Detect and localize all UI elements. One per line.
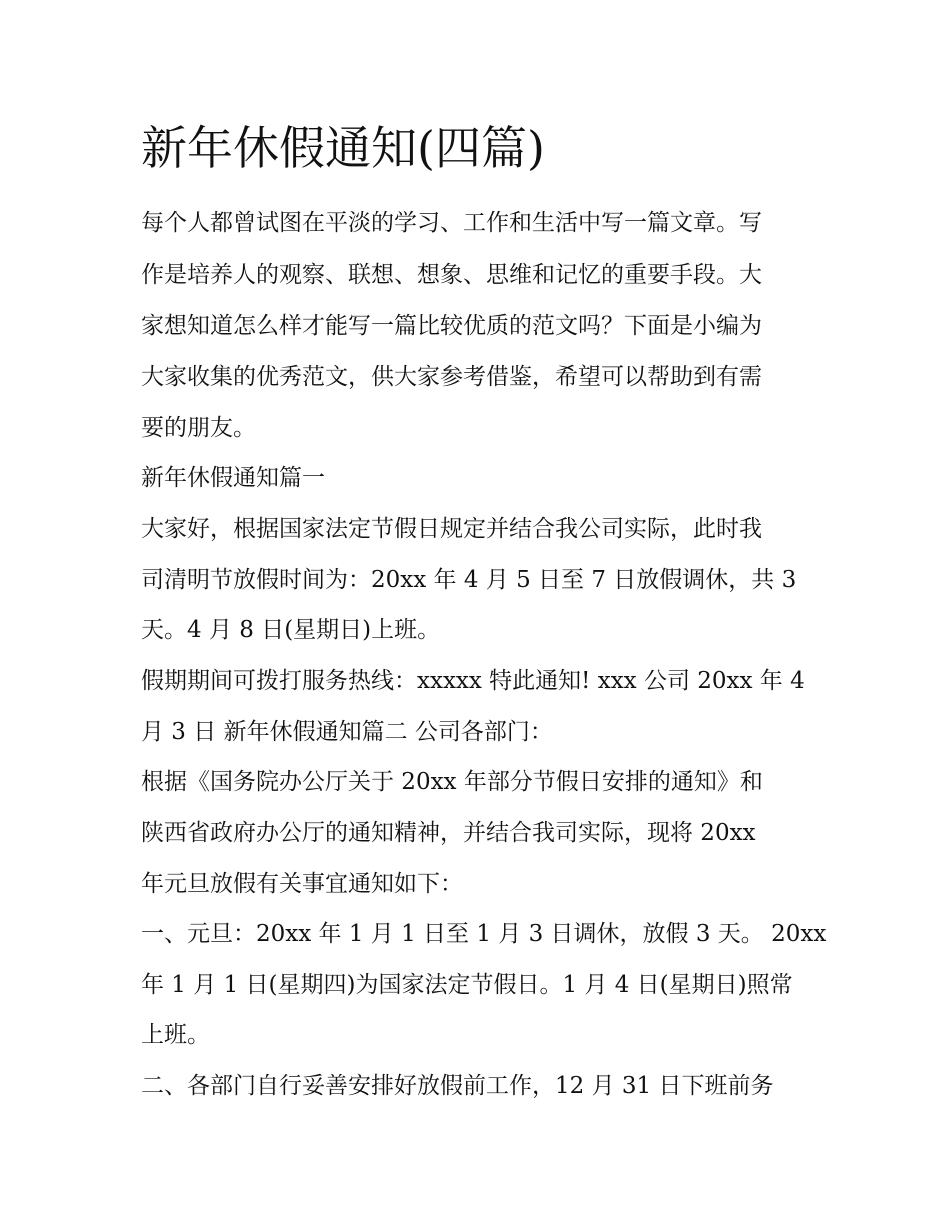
body-line: 根据《国务院办公厅关于 20xx 年部分节假日安排的通知》和 bbox=[141, 769, 763, 795]
section-heading: 新年休假通知篇一 bbox=[141, 465, 325, 491]
body-line: 年元旦放假有关事宜通知如下： bbox=[141, 871, 463, 897]
body-line: 一、元旦：20xx 年 1 月 1 日至 1 月 3 日调休，放假 3 天。 20xx bbox=[141, 921, 827, 947]
body-line: 上班。 bbox=[141, 1022, 210, 1048]
body-line: 大家好，根据国家法定节假日规定并结合我公司实际，此时我 bbox=[141, 516, 762, 542]
body-line: 司清明节放假时间为：20xx 年 4 月 5 日至 7 日放假调休，共 3 bbox=[141, 567, 797, 593]
body-line: 每个人都曾试图在平淡的学习、工作和生活中写一篇文章。写 bbox=[141, 210, 762, 236]
body-line: 作是培养人的观察、联想、想象、思维和记忆的重要手段。大 bbox=[141, 262, 762, 288]
body-line: 二、各部门自行妥善安排好放假前工作，12 月 31 日下班前务 bbox=[141, 1073, 774, 1099]
body-line: 家想知道怎么样才能写一篇比较优质的范文吗？下面是小编为 bbox=[141, 313, 762, 339]
body-line: 假期期间可拨打服务热线：xxxxx 特此通知! xxx 公司 20xx 年 4 bbox=[141, 668, 805, 694]
body-line: 要的朋友。 bbox=[141, 415, 256, 441]
document-title: 新年休假通知(四篇) bbox=[141, 121, 545, 175]
body-line: 陕西省政府办公厅的通知精神，并结合我司实际，现将 20xx bbox=[141, 820, 756, 846]
body-line: 大家收集的优秀范文，供大家参考借鉴，希望可以帮助到有需 bbox=[141, 364, 762, 390]
body-line: 年 1 月 1 日(星期四)为国家法定节假日。1 月 4 日(星期日)照常 bbox=[141, 972, 793, 998]
body-line: 月 3 日 新年休假通知篇二 公司各部门： bbox=[141, 719, 553, 745]
body-line: 天。4 月 8 日(星期日)上班。 bbox=[141, 617, 441, 643]
